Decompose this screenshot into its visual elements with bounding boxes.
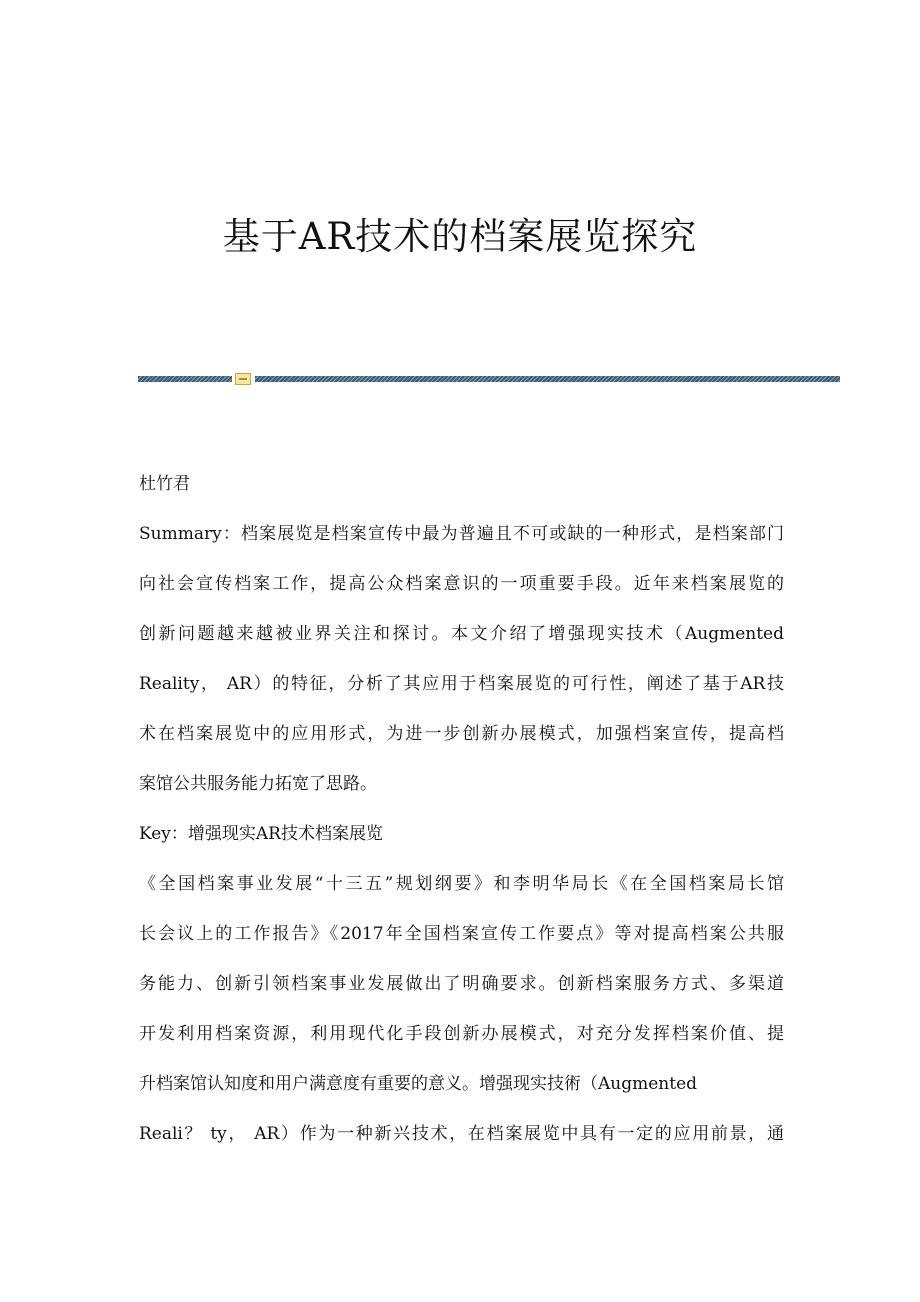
document-body [139,468,784,1150]
divider-ornament-icon [235,373,251,385]
summary-line: Reality， AR）的特征，分析了其应用于档案展览的可行性，阐述了基于AR技 [139,674,784,694]
summary-line: Summary：档案展览是档案宣传中最为普遍且不可或缺的一种形式，是档案部门 [139,524,784,544]
summary-line: 向社会宣传档案工作，提高公众档案意识的一项重要手段。近年来档案展览的 [139,574,784,594]
body-line: 务能力、创新引领档案事业发展做出了明确要求。创新档案服务方式、多渠道 [139,974,784,994]
keywords: Key：增强现实AR技术档案展览 [139,824,383,844]
body-line: 开发利用档案资源，利用现代化手段创新办展模式，对充分发挥档案价值、提 [139,1024,784,1044]
summary-line: 术在档案展览中的应用形式，为进一步创新办展模式，加强档案宣传，提高档 [139,724,784,744]
body-line: 升档案馆认知度和用户满意度有重要的意义。增强现实技術（Augmented [139,1074,698,1094]
summary-paragraph [139,518,784,800]
body-paragraph [139,868,784,1150]
document-title: 基于AR技术的档案展览探究 [222,215,698,258]
author-name: 杜竹君 [139,474,190,494]
title-divider [138,373,840,385]
divider-bar-left [138,376,232,382]
summary-line: 创新问题越来越被业界关注和探讨。本文介绍了增强现实技术（Augmented [139,624,784,644]
body-line: Reali？ ty， AR）作为一种新兴技术，在档案展览中具有一定的应用前景，通 [139,1124,784,1144]
body-line: 《全国档案事业发展“十三五”规划纲要》和李明华局长《在全国档案局长馆 [139,874,784,894]
divider-bar-right [255,376,840,382]
summary-line: 案馆公共服务能力拓宽了思路。 [139,774,377,794]
body-line: 长会议上的工作报告》《2017年全国档案宣传工作要点》等对提高档案公共服 [139,924,784,944]
